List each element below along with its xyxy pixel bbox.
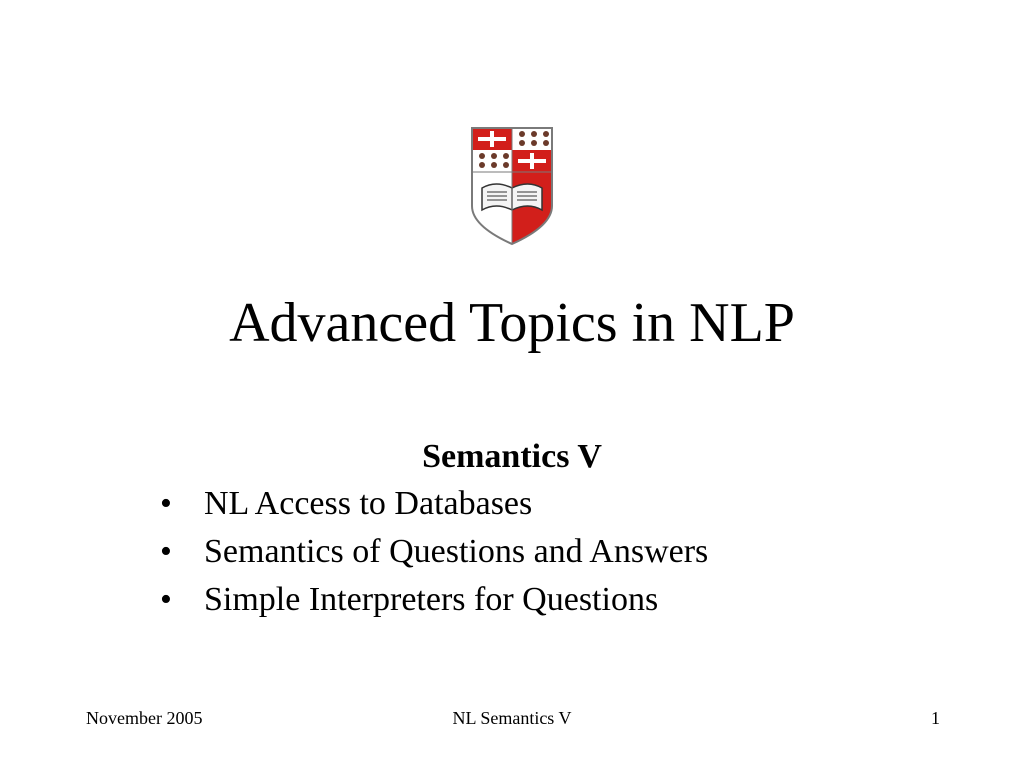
footer-title: NL Semantics V	[452, 708, 572, 728]
footer-date: November 2005	[86, 708, 203, 728]
bullet-text: Semantics of Questions and Answers	[204, 533, 709, 570]
bullet-text: NL Access to Databases	[204, 485, 533, 522]
university-crest-icon	[468, 126, 556, 246]
bullet-glyph: •	[160, 581, 172, 618]
bullet-item	[160, 528, 708, 576]
bullet-item	[160, 576, 708, 624]
bullet-item	[160, 480, 708, 528]
bullet-glyph: •	[160, 533, 172, 570]
page-number: 1	[931, 708, 940, 728]
bullet-glyph: •	[160, 485, 172, 522]
bullet-text: Simple Interpreters for Questions	[204, 581, 659, 618]
slide-title: Advanced Topics in NLP	[229, 292, 795, 354]
slide-subtitle: Semantics V	[422, 438, 602, 475]
bullet-list	[160, 480, 708, 624]
